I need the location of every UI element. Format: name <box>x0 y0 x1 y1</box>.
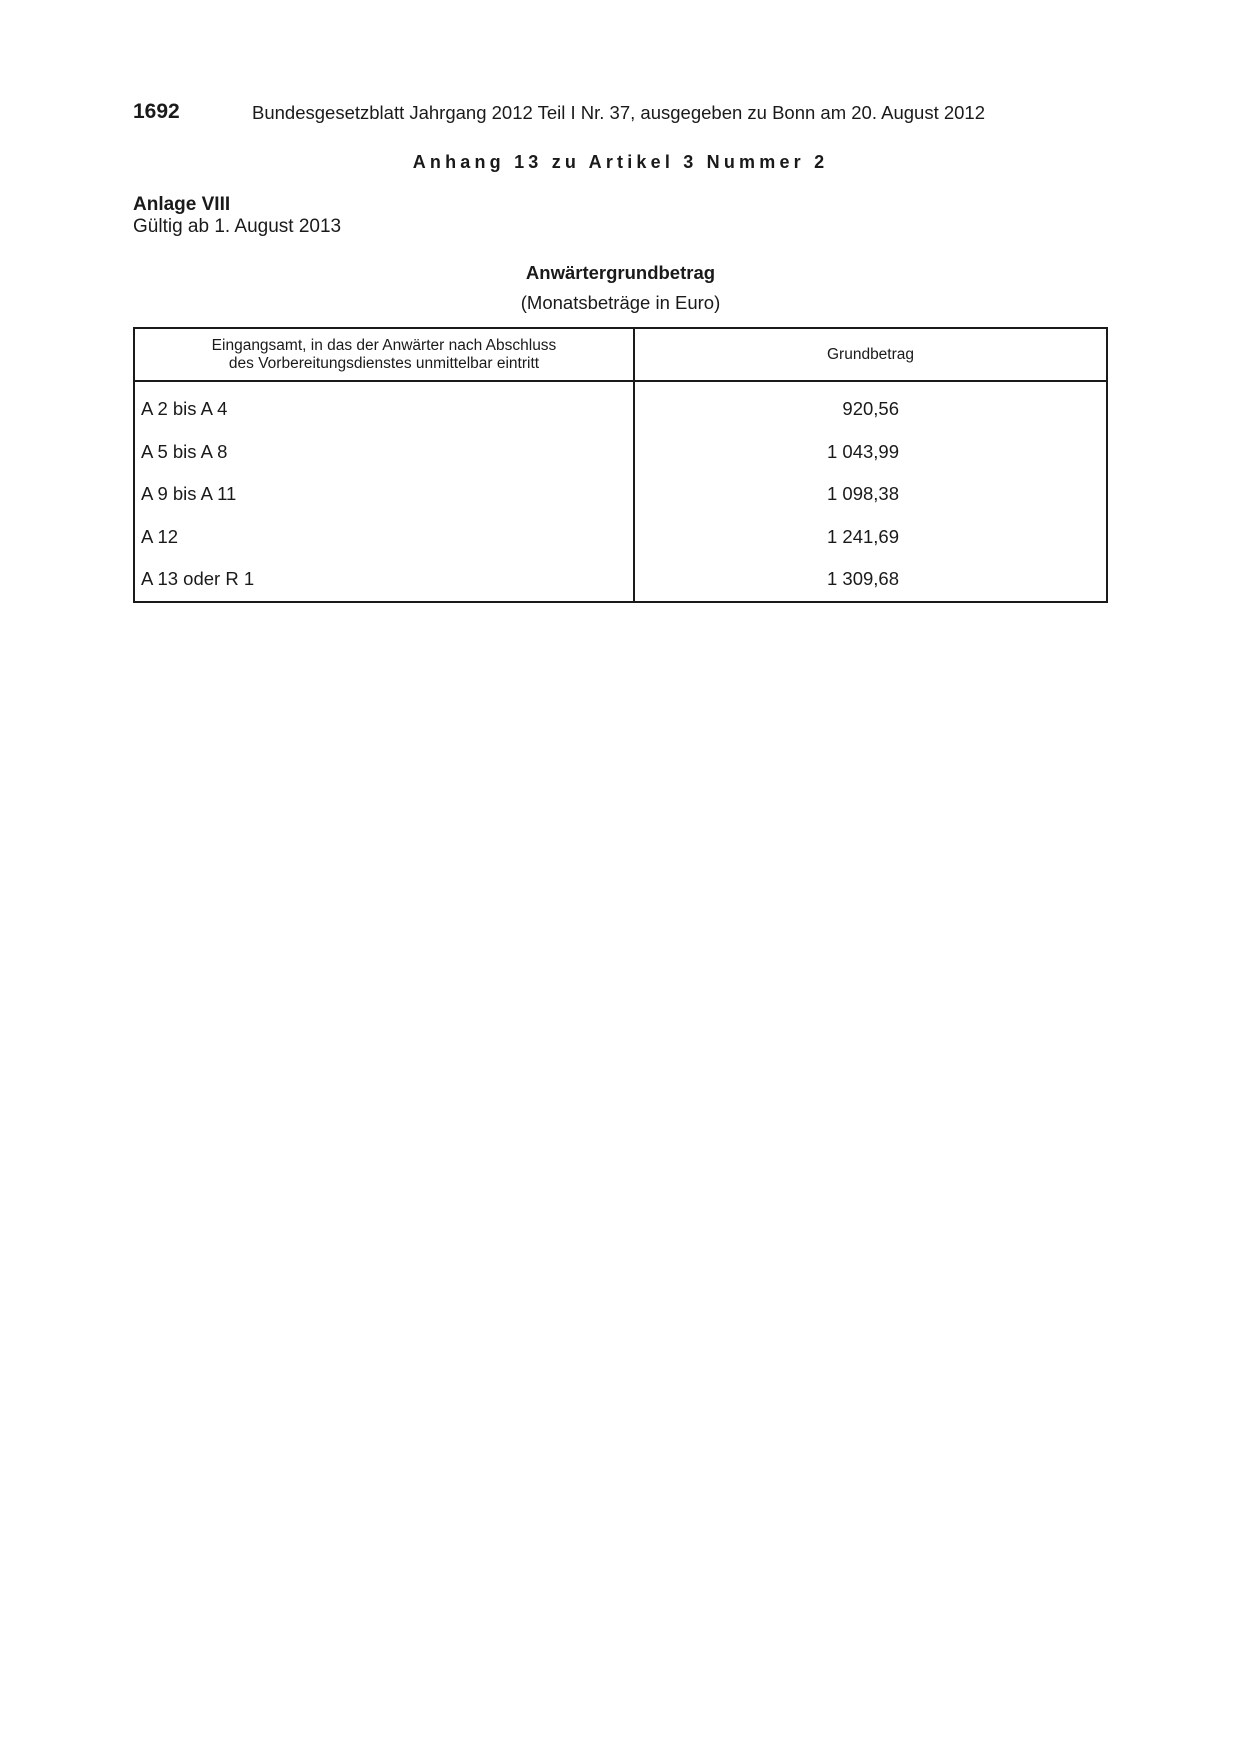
salary-table <box>133 327 1108 603</box>
amount-cell: 1 309,68 <box>634 558 1107 602</box>
column-header-grade <box>134 328 634 381</box>
appendix-title: Anhang 13 zu Artikel 3 Nummer 2 <box>412 152 829 172</box>
grade-cell: A 12 <box>134 516 634 559</box>
table-row <box>134 558 1107 602</box>
table-title: Anwärtergrundbetrag <box>525 262 716 283</box>
table-subtitle: (Monatsbeträge in Euro) <box>520 292 721 313</box>
annex-label: Anlage VIII <box>133 194 231 215</box>
valid-from-text: Gültig ab 1. August 2013 <box>133 216 342 237</box>
table-row <box>134 431 1107 474</box>
amount-cell: 1 043,99 <box>634 431 1107 474</box>
grade-cell: A 9 bis A 11 <box>134 473 634 516</box>
table-row <box>134 381 1107 431</box>
grade-cell: A 2 bis A 4 <box>134 381 634 431</box>
table-row <box>134 516 1107 559</box>
table-header-row <box>134 328 1107 381</box>
grade-cell: A 5 bis A 8 <box>134 431 634 474</box>
amount-cell: 1 241,69 <box>634 516 1107 559</box>
column-header-amount: Grundbetrag <box>634 328 1107 381</box>
page-number: 1692 <box>133 100 180 123</box>
running-head: Bundesgesetzblatt Jahrgang 2012 Teil I Nr. 37, ausgegeben zu Bonn am 20. August 2012 <box>252 102 985 123</box>
column-header-grade-line2: des Vorbereitungsdienstes unmittelbar eintritt <box>228 354 540 372</box>
amount-cell: 1 098,38 <box>634 473 1107 516</box>
table-row <box>134 473 1107 516</box>
amount-cell: 920,56 <box>634 381 1107 431</box>
running-header <box>133 100 1113 128</box>
column-header-grade-line1: Eingangsamt, in das der Anwärter nach Abschluss <box>211 336 557 354</box>
grade-cell: A 13 oder R 1 <box>134 558 634 602</box>
